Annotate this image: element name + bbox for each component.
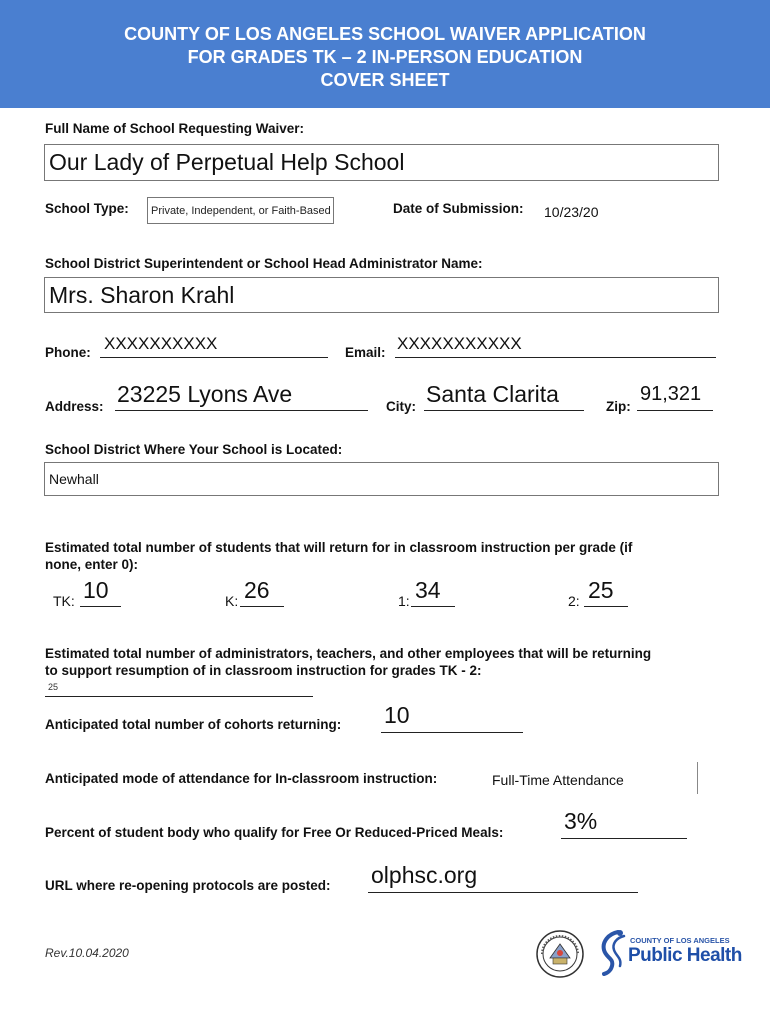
url-value: olphsc.org	[371, 862, 478, 888]
superintendent-value: Mrs. Sharon Krahl	[49, 282, 235, 308]
grade-2-label: 2:	[568, 593, 580, 609]
cohorts-label: Anticipated total number of cohorts returning:	[45, 717, 342, 732]
staff-value: 25	[48, 682, 59, 692]
header-banner	[0, 0, 770, 108]
staff-field[interactable]	[45, 680, 313, 697]
meals-value: 3%	[564, 808, 598, 834]
email-label: Email:	[345, 345, 386, 360]
k-field[interactable]	[240, 574, 284, 607]
mode-select[interactable]	[488, 762, 698, 794]
zip-value: 91,321	[640, 383, 702, 405]
grade-2-field[interactable]	[584, 574, 628, 607]
address-value: 23225 Lyons Ave	[117, 381, 293, 407]
school-name-value: Our Lady of Perpetual Help School	[49, 149, 405, 175]
form-title-line-2: FOR GRADES TK – 2 IN-PERSON EDUCATION	[187, 47, 583, 67]
city-value: Santa Clarita	[426, 381, 559, 407]
staff-label-line-2: to support resumption of in classroom instruction for grades TK - 2:	[45, 663, 482, 678]
email-value: XXXXXXXXXXX	[397, 334, 522, 353]
public-health-logo-icon	[598, 928, 632, 976]
meals-label: Percent of student body who qualify for Free Or Reduced-Priced Meals:	[45, 825, 504, 840]
grade-1-value: 34	[415, 577, 441, 603]
tk-label: TK:	[53, 593, 75, 609]
grade-2-value: 25	[588, 577, 614, 603]
grade-1-label: 1:	[398, 593, 410, 609]
tk-value: 10	[83, 577, 109, 603]
school-name-label: Full Name of School Requesting Waiver:	[45, 121, 305, 136]
form-title-line-1: COUNTY OF LOS ANGELES SCHOOL WAIVER APPLICATION	[124, 24, 646, 44]
superintendent-label: School District Superintendent or School Head Administrator Name:	[45, 256, 483, 271]
school-type-field[interactable]	[147, 197, 334, 224]
grade-1-field[interactable]	[411, 574, 455, 607]
mode-value: Full-Time Attendance	[492, 772, 624, 788]
students-label-line-2: none, enter 0):	[45, 557, 139, 572]
cohorts-field[interactable]	[381, 700, 523, 733]
district-label: School District Where Your School is Located:	[45, 442, 343, 457]
superintendent-field[interactable]	[44, 277, 719, 313]
school-type-label: School Type:	[45, 201, 129, 216]
address-field[interactable]	[115, 378, 368, 411]
logo-public-health-text: Public Health	[628, 945, 742, 966]
district-field[interactable]	[44, 462, 719, 496]
tk-field[interactable]	[80, 574, 121, 607]
staff-label-line-1: Estimated total number of administrators, teachers, and other employees that will be returning	[45, 646, 652, 661]
email-field[interactable]	[395, 330, 716, 358]
phone-field[interactable]	[100, 330, 328, 358]
url-field[interactable]	[368, 860, 638, 893]
phone-value: XXXXXXXXXX	[104, 334, 218, 353]
students-label-line-1: Estimated total number of students that will return for in classroom instruction per grade (if	[45, 540, 633, 555]
address-label: Address:	[45, 399, 104, 414]
county-seal-icon	[536, 930, 584, 978]
zip-field[interactable]	[637, 378, 713, 411]
date-label: Date of Submission:	[393, 201, 524, 216]
school-name-field[interactable]	[44, 144, 719, 181]
zip-label: Zip:	[606, 399, 631, 414]
url-label: URL where re-opening protocols are posted:	[45, 878, 331, 893]
district-value: Newhall	[49, 471, 99, 487]
phone-label: Phone:	[45, 345, 91, 360]
cohorts-value: 10	[384, 702, 410, 728]
k-label: K:	[225, 593, 239, 609]
revision-text: Rev.10.04.2020	[45, 946, 129, 960]
date-value[interactable]: 10/23/20	[544, 204, 599, 220]
form-title-line-3: COVER SHEET	[320, 70, 450, 90]
city-field[interactable]	[424, 378, 584, 411]
k-value: 26	[244, 577, 270, 603]
logo-county-text: COUNTY OF LOS ANGELES	[630, 936, 730, 945]
school-type-value: Private, Independent, or Faith-Based	[151, 205, 331, 217]
city-label: City:	[386, 399, 416, 414]
mode-label: Anticipated mode of attendance for In-classroom instruction:	[45, 771, 438, 786]
meals-field[interactable]	[561, 806, 687, 839]
